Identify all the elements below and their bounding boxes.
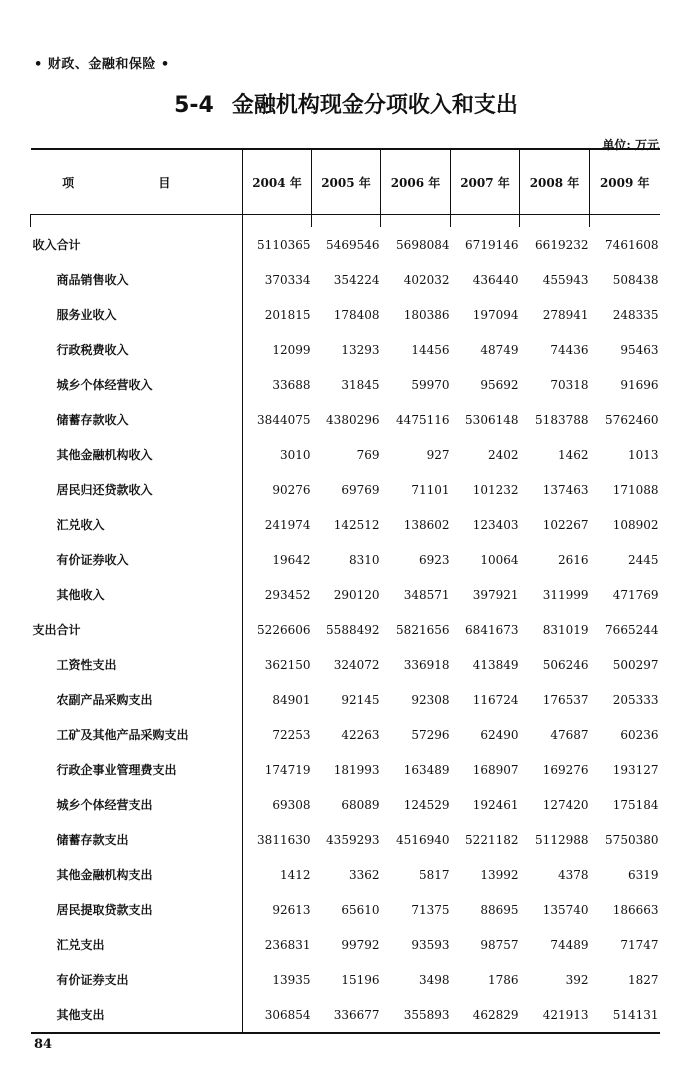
cell-value: 13935 xyxy=(243,962,312,997)
row-label: 有价证券收入 xyxy=(56,553,129,567)
table-row xyxy=(31,682,660,717)
cell-value: 90276 xyxy=(243,472,312,507)
cell-value: 123403 xyxy=(472,517,519,532)
cell-value: 138602 xyxy=(403,517,450,532)
cell-value: 1786 xyxy=(487,972,519,987)
cell-value: 92613 xyxy=(243,892,312,927)
cell-value: 462829 xyxy=(451,997,520,1033)
cell-value: 4378 xyxy=(557,867,589,882)
unit-label: 单位: 万元 xyxy=(602,138,659,152)
cell-value: 927 xyxy=(426,447,450,462)
cell-value: 397921 xyxy=(472,587,519,602)
cell-value: 278941 xyxy=(542,307,589,322)
cell-value: 62490 xyxy=(480,727,519,742)
row-label: 有价证券支出 xyxy=(56,973,129,987)
table-row xyxy=(31,542,660,577)
cell-value: 69769 xyxy=(341,482,380,497)
cell-value: 506246 xyxy=(542,657,589,672)
cell-value: 290120 xyxy=(333,587,380,602)
cell-value: 354224 xyxy=(333,272,380,287)
row-label: 行政企事业管理费支出 xyxy=(56,763,177,777)
cell-value: 2616 xyxy=(557,552,589,567)
cell-value: 201815 xyxy=(243,297,312,332)
row-label: 支出合计 xyxy=(32,623,81,637)
cell-value: 205333 xyxy=(612,692,659,707)
cell-value: 514131 xyxy=(590,997,660,1033)
cell-value: 5306148 xyxy=(465,412,519,427)
cell-value: 13293 xyxy=(341,342,380,357)
cell-value: 5110365 xyxy=(243,227,312,262)
column-header-item: 项 目 xyxy=(31,149,243,215)
cell-value: 413849 xyxy=(472,657,519,672)
data-table xyxy=(30,148,660,1034)
cell-value: 402032 xyxy=(403,272,450,287)
row-label: 居民提取贷款支出 xyxy=(56,903,153,917)
row-label: 居民归还贷款收入 xyxy=(56,483,153,497)
cell-value: 14456 xyxy=(411,342,450,357)
cell-value: 1827 xyxy=(627,972,659,987)
cell-value: 1462 xyxy=(557,447,589,462)
table-row xyxy=(31,822,660,857)
cell-value: 241974 xyxy=(243,507,312,542)
table-row xyxy=(31,437,660,472)
row-label: 服务业收入 xyxy=(56,308,117,322)
cell-value: 59970 xyxy=(411,377,450,392)
cell-value: 71101 xyxy=(411,482,450,497)
row-label: 储蓄存款支出 xyxy=(56,833,129,847)
cell-value: 88695 xyxy=(480,902,519,917)
cell-value: 5698084 xyxy=(396,237,450,252)
cell-value: 5817 xyxy=(418,867,450,882)
page-number: 84 xyxy=(34,1037,53,1052)
cell-value: 197094 xyxy=(472,307,519,322)
cell-value: 5588492 xyxy=(326,622,380,637)
cell-value: 71375 xyxy=(411,902,450,917)
cell-value: 6619232 xyxy=(535,237,589,252)
table-row xyxy=(31,752,660,787)
cell-value: 370334 xyxy=(243,262,312,297)
table-row xyxy=(31,787,660,822)
cell-value: 171088 xyxy=(612,482,659,497)
row-label: 城乡个体经营收入 xyxy=(56,378,153,392)
cell-value: 4359293 xyxy=(326,832,380,847)
cell-value: 336918 xyxy=(403,657,450,672)
cell-value: 33688 xyxy=(243,367,312,402)
cell-value: 831019 xyxy=(542,622,589,637)
row-label: 农副产品采购支出 xyxy=(56,693,153,707)
table-number: 5-4 xyxy=(174,93,214,118)
cell-value: 72253 xyxy=(243,717,312,752)
table-body xyxy=(31,215,660,1034)
table-header-row xyxy=(31,149,660,215)
cell-value: 137463 xyxy=(542,482,589,497)
row-label: 商品销售收入 xyxy=(56,273,129,287)
cell-value: 93593 xyxy=(411,937,450,952)
section-header: • 财政、金融和保险 • xyxy=(34,57,170,72)
cell-value: 193127 xyxy=(612,762,659,777)
table-row xyxy=(31,577,660,612)
column-header-2006: 2006 年 xyxy=(381,149,451,215)
column-header-2008: 2008 年 xyxy=(520,149,590,215)
cell-value: 92308 xyxy=(411,692,450,707)
cell-value: 362150 xyxy=(243,647,312,682)
row-label: 收入合计 xyxy=(32,238,81,252)
cell-value: 102267 xyxy=(542,517,589,532)
cell-value: 5821656 xyxy=(396,622,450,637)
cell-value: 1412 xyxy=(243,857,312,892)
cell-value: 311999 xyxy=(542,587,589,602)
cell-value: 324072 xyxy=(333,657,380,672)
table-row xyxy=(31,857,660,892)
cell-value: 174719 xyxy=(243,752,312,787)
cell-value: 186663 xyxy=(612,902,659,917)
table-row xyxy=(31,717,660,752)
row-label: 汇兑支出 xyxy=(56,938,105,952)
cell-value: 15196 xyxy=(341,972,380,987)
cell-value: 57296 xyxy=(411,727,450,742)
cell-value: 68089 xyxy=(341,797,380,812)
cell-value: 455943 xyxy=(542,272,589,287)
column-header-2004: 2004 年 xyxy=(243,149,312,215)
cell-value: 7665244 xyxy=(605,622,659,637)
table-row xyxy=(31,297,660,332)
cell-value: 42263 xyxy=(341,727,380,742)
cell-value: 436440 xyxy=(472,272,519,287)
cell-value: 421913 xyxy=(520,997,590,1033)
cell-value: 84901 xyxy=(243,682,312,717)
cell-value: 7461608 xyxy=(605,237,659,252)
cell-value: 180386 xyxy=(403,307,450,322)
cell-value: 8310 xyxy=(348,552,380,567)
cell-value: 4380296 xyxy=(326,412,380,427)
table-row xyxy=(31,927,660,962)
row-label: 储蓄存款收入 xyxy=(56,413,129,427)
cell-value: 5221182 xyxy=(465,832,519,847)
cell-value: 169276 xyxy=(542,762,589,777)
cell-value: 176537 xyxy=(542,692,589,707)
cell-value: 175184 xyxy=(612,797,659,812)
table-title: 金融机构现金分项收入和支出 xyxy=(231,93,518,118)
table-row xyxy=(31,997,660,1033)
cell-value: 508438 xyxy=(612,272,659,287)
table-total-row xyxy=(31,612,660,647)
cell-value: 5226606 xyxy=(243,612,312,647)
cell-value: 2402 xyxy=(487,447,519,462)
cell-value: 71747 xyxy=(620,937,659,952)
cell-value: 3362 xyxy=(348,867,380,882)
cell-value: 70318 xyxy=(550,377,589,392)
cell-value: 1013 xyxy=(627,447,659,462)
cell-value: 6719146 xyxy=(465,237,519,252)
cell-value: 336677 xyxy=(312,997,381,1033)
table-row xyxy=(31,507,660,542)
cell-value: 13992 xyxy=(480,867,519,882)
cell-value: 6841673 xyxy=(465,622,519,637)
row-label: 工资性支出 xyxy=(56,658,117,672)
table-row xyxy=(31,647,660,682)
cell-value: 135740 xyxy=(542,902,589,917)
cell-value: 3010 xyxy=(243,437,312,472)
table-row xyxy=(31,367,660,402)
cell-value: 3844075 xyxy=(243,402,312,437)
cell-value: 60236 xyxy=(620,727,659,742)
row-label: 城乡个体经营支出 xyxy=(56,798,153,812)
row-label: 其他金融机构支出 xyxy=(56,868,153,882)
table-row xyxy=(31,262,660,297)
column-header-2005: 2005 年 xyxy=(312,149,381,215)
column-header-2009: 2009 年 xyxy=(590,149,660,215)
cell-value: 92145 xyxy=(341,692,380,707)
page-title xyxy=(0,88,692,119)
cell-value: 500297 xyxy=(612,657,659,672)
table-row xyxy=(31,472,660,507)
cell-value: 5469546 xyxy=(326,237,380,252)
cell-value: 306854 xyxy=(243,997,312,1033)
cell-value: 6923 xyxy=(418,552,450,567)
cell-value: 99792 xyxy=(341,937,380,952)
cell-value: 95692 xyxy=(480,377,519,392)
cell-value: 19642 xyxy=(243,542,312,577)
cell-value: 101232 xyxy=(472,482,519,497)
cell-value: 181993 xyxy=(333,762,380,777)
cell-value: 10064 xyxy=(480,552,519,567)
cell-value: 127420 xyxy=(542,797,589,812)
cell-value: 12099 xyxy=(243,332,312,367)
cell-value: 5112988 xyxy=(535,832,589,847)
table-total-row xyxy=(31,227,660,262)
cell-value: 3498 xyxy=(418,972,450,987)
cell-value: 4516940 xyxy=(396,832,450,847)
cell-value: 74489 xyxy=(550,937,589,952)
cell-value: 47687 xyxy=(550,727,589,742)
row-label: 其他收入 xyxy=(56,588,105,602)
table-row xyxy=(31,402,660,437)
row-label: 其他金融机构收入 xyxy=(56,448,153,462)
spacer-row xyxy=(31,215,660,228)
table-row xyxy=(31,332,660,367)
cell-value: 355893 xyxy=(381,997,451,1033)
cell-value: 31845 xyxy=(341,377,380,392)
cell-value: 48749 xyxy=(480,342,519,357)
cell-value: 142512 xyxy=(333,517,380,532)
cell-value: 348571 xyxy=(403,587,450,602)
cell-value: 95463 xyxy=(620,342,659,357)
cell-value: 98757 xyxy=(480,937,519,952)
cell-value: 116724 xyxy=(472,692,519,707)
table-row xyxy=(31,892,660,927)
cell-value: 471769 xyxy=(612,587,659,602)
cell-value: 108902 xyxy=(612,517,659,532)
cell-value: 769 xyxy=(356,447,380,462)
cell-value: 392 xyxy=(565,972,589,987)
cell-value: 65610 xyxy=(341,902,380,917)
cell-value: 124529 xyxy=(403,797,450,812)
cell-value: 168907 xyxy=(472,762,519,777)
table-row xyxy=(31,962,660,997)
row-label: 其他支出 xyxy=(31,997,243,1033)
row-label: 汇兑收入 xyxy=(56,518,105,532)
cell-value: 163489 xyxy=(403,762,450,777)
cell-value: 5183788 xyxy=(535,412,589,427)
cell-value: 178408 xyxy=(333,307,380,322)
cell-value: 91696 xyxy=(620,377,659,392)
cell-value: 6319 xyxy=(627,867,659,882)
cell-value: 69308 xyxy=(243,787,312,822)
cell-value: 5750380 xyxy=(605,832,659,847)
row-label: 工矿及其他产品采购支出 xyxy=(56,728,189,742)
cell-value: 192461 xyxy=(472,797,519,812)
cell-value: 4475116 xyxy=(396,412,450,427)
column-header-2007: 2007 年 xyxy=(451,149,520,215)
row-label: 行政税费收入 xyxy=(56,343,129,357)
cell-value: 293452 xyxy=(243,577,312,612)
cell-value: 74436 xyxy=(550,342,589,357)
cell-value: 236831 xyxy=(243,927,312,962)
cell-value: 5762460 xyxy=(605,412,659,427)
cell-value: 2445 xyxy=(627,552,659,567)
cell-value: 3811630 xyxy=(243,822,312,857)
cell-value: 248335 xyxy=(612,307,659,322)
